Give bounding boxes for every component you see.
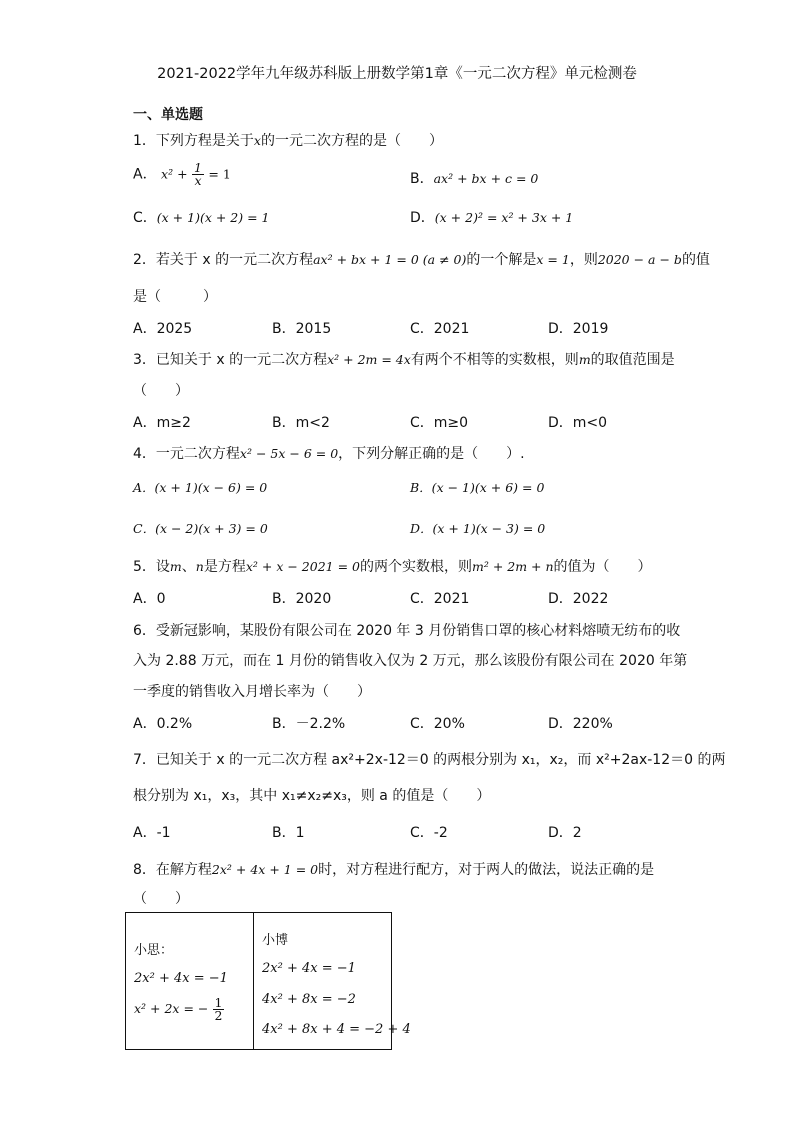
q3-var: m [578,352,591,367]
q1-stem-text-2: 的一元二次方程的是（ ） [260,133,443,149]
q6-option-a[interactable]: A．0.2% [133,716,193,732]
option-label: D． [410,210,435,226]
q1-a-expr: x² + [161,166,188,182]
question-5-stem [133,556,652,576]
q8-stem-text-2: 时，对方程进行配方，对于两人的做法，说法正确的是 [318,862,655,878]
q6-option-c[interactable]: C．20% [410,716,465,732]
q5-stem-text: 5．设 [133,559,170,575]
denominator: 2 [214,1008,223,1023]
q2-solution: x = 1 [536,252,570,267]
q5-stem-text-3: 的两个实数根，则 [359,559,472,575]
q3-stem-text: 3．已知关于 x 的一元二次方程 [133,352,328,368]
q8-comparison-table [125,912,411,1050]
q1-stem-text: 1．下列方程是关于 [133,133,254,149]
xiaobo-step-1: 2x² + 4x = −1 [262,961,356,976]
q2-option-c[interactable]: C．2021 [410,321,470,337]
q2-stem-text: 2．若关于 x 的一元二次方程 [133,252,314,268]
q7-option-b[interactable]: B．1 [272,825,305,841]
q4-stem-text: 4．一元二次方程 [133,446,240,462]
option-label: B． [410,171,434,187]
q3-equation: x² + 2m = 4x [327,352,411,367]
q3-option-d[interactable]: D．m<0 [548,415,608,431]
question-4-stem [133,443,525,463]
q1-a-expr-tail: = 1 [208,166,231,182]
question-6-line1: 6．受新冠影响，某股份有限公司在 2020 年 3 月份销售口罩的核心材料熔喷无纺布的收 [133,623,681,639]
q4-stem-text-2: ，下列分解正确的是（ ）. [338,446,525,462]
q2-equation: ax² + bx + 1 = 0 (a ≠ 0) [313,252,467,267]
q3-option-c[interactable]: C．m≥0 [410,415,469,431]
q5-option-a[interactable]: A．0 [133,591,166,607]
numerator: 1 [214,995,223,1010]
q2-stem-line2: 是（ ） [133,289,217,305]
xiaosi-name: 小思： [134,943,174,958]
q3-stem-line2: （ ） [133,383,189,399]
xiaosi-step-2 [134,997,224,1022]
q2-option-b[interactable]: B．2015 [272,321,332,337]
q1-option-a[interactable] [133,162,231,187]
q2-expression: 2020 − a − b [597,252,682,267]
q4-equation: x² − 5x − 6 = 0 [239,446,339,461]
q2-stem-text-2: 的一个解是 [466,252,537,268]
q5-equation: x² + x − 2021 = 0 [245,559,360,574]
q8-stem-text: 8．在解方程 [133,862,212,878]
q1-b-expr: ax² + bx + c = 0 [433,171,539,186]
q1-a-fraction [192,162,204,187]
denominator: x [194,173,202,188]
q7-option-d[interactable]: D．2 [548,825,582,841]
q1-d-expr: (x + 2)² = x² + 3x + 1 [434,210,574,225]
q6-option-b[interactable]: B．－2.2% [272,716,346,732]
q4-option-c[interactable]: C．(x − 2)(x + 3) = 0 [133,521,268,536]
q3-stem-text-3: 的取值范围是 [590,352,675,368]
numerator: 1 [194,160,202,175]
q7-option-c[interactable]: C．-2 [410,825,448,841]
xiaobo-name: 小博 [262,933,289,948]
q8-stem-line2: （ ） [133,891,189,907]
q1-option-b[interactable] [410,168,538,188]
q5-sep: 、 [181,559,196,575]
q4-option-b[interactable]: B．(x − 1)(x + 6) = 0 [410,480,545,495]
q3-option-a[interactable]: A．m≥2 [133,415,191,431]
q3-option-b[interactable]: B．m<2 [272,415,330,431]
q1-var: x [253,133,261,148]
question-3-stem [133,349,675,369]
xiaosi-step-2-expr: x² + 2x = − [134,1001,209,1016]
q5-option-d[interactable]: D．2022 [548,591,609,607]
xiaobo-step-2: 4x² + 8x = −2 [262,992,356,1007]
question-7-line1: 7．已知关于 x 的一元二次方程 ax²+2x-12＝0 的两根分别为 x₁，x₂，而 x²+2ax-12＝0 的两 [133,752,726,768]
q2-option-d[interactable]: D．2019 [548,321,609,337]
table-divider [253,913,254,1049]
q5-option-c[interactable]: C．2021 [410,591,470,607]
question-2-stem [133,249,710,269]
q5-var-n: n [195,559,204,574]
q5-expression: m² + 2m + n [471,559,554,574]
q6-option-d[interactable]: D．220% [548,716,613,732]
section-heading: 一、单选题 [133,107,203,123]
xiaosi-fraction [213,997,225,1022]
q1-option-d[interactable] [410,207,573,227]
question-6-line2: 入为 2.88 万元，而在 1 月份的销售收入仅为 2 万元，那么该股份有限公司在 2020 年第 [133,653,688,669]
question-7-line2: 根分别为 x₁，x₃，其中 x₁≠x₂≠x₃，则 a 的值是（ ） [133,788,491,804]
question-8-stem [133,859,654,879]
q2-option-a[interactable]: A．2025 [133,321,193,337]
q4-option-a[interactable]: A．(x + 1)(x − 6) = 0 [133,480,268,495]
option-label: C． [133,210,157,226]
q5-option-b[interactable]: B．2020 [272,591,332,607]
q4-option-d[interactable]: D．(x + 1)(x − 3) = 0 [410,521,546,536]
q5-stem-text-2: 是方程 [203,559,246,575]
q2-stem-text-3: ，则 [569,252,598,268]
question-6-line3: 一季度的销售收入月增长率为（ ） [133,684,371,700]
question-1-stem [133,130,443,150]
q1-c-expr: (x + 1)(x + 2) = 1 [156,210,270,225]
xiaosi-step-1: 2x² + 4x = −1 [134,971,228,986]
option-label: A． [133,166,157,183]
xiaobo-step-3: 4x² + 8x + 4 = −2 + 4 [262,1022,411,1037]
q5-stem-text-4: 的值为（ ） [553,559,652,575]
q7-option-a[interactable]: A．-1 [133,825,171,841]
q1-option-c[interactable] [133,207,270,227]
page-title: 2021-2022学年九年级苏科版上册数学第1章《一元二次方程》单元检测卷 [157,66,637,82]
q3-stem-text-2: 有两个不相等的实数根，则 [410,352,579,368]
q5-var-m: m [169,559,182,574]
q2-stem-text-4: 的值 [681,252,710,268]
q8-equation: 2x² + 4x + 1 = 0 [211,862,319,877]
